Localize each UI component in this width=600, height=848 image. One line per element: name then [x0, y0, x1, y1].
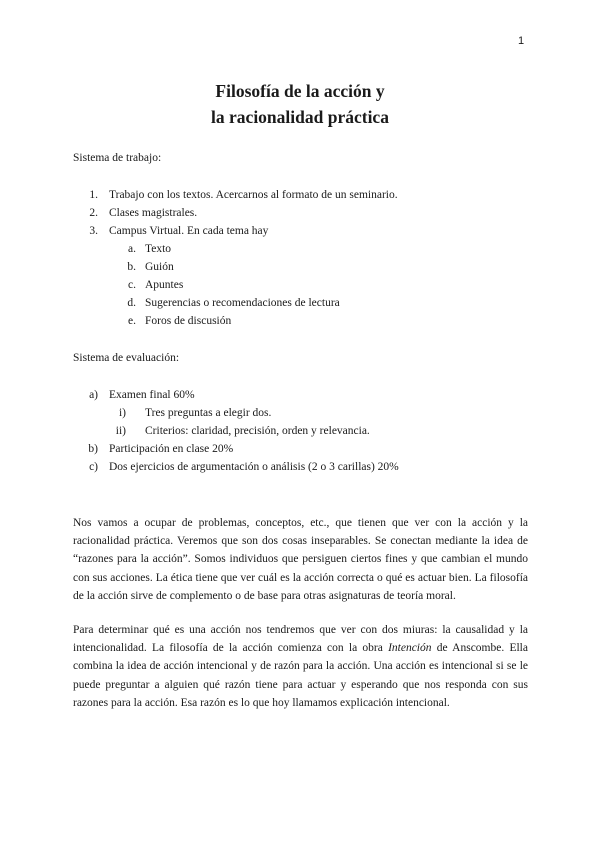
page-title	[0, 78, 600, 130]
list-text: Trabajo con los textos. Acercarnos al formato de un seminario.	[109, 189, 398, 201]
sublist-text: Apuntes	[145, 279, 184, 291]
page-number: 1	[518, 35, 525, 47]
paragraph-text-part: de Anscombe. Ella combina la idea de acción intencional y de razón para la acción. Una acción es intencional si se le puede preguntar a alguien qué razón tiene para actuar y esperando que nos responda con sus razones para la acción. Esa razón es lo que hoy llamamos explicación intencional.	[73, 642, 528, 709]
sublist-marker: d.	[127, 297, 136, 309]
sublist-text: Criterios: claridad, precisión, orden y relevancia.	[145, 425, 370, 437]
sublist-text: Guión	[145, 261, 174, 273]
paragraph-text: Nos vamos a ocupar de problemas, conceptos, etc., que tienen que ver con la acción y la racionalidad práctica. Veremos que son dos cosas inseparables. Se conectan mediante la idea de “razones para la acción”. Somos individuos que persiguen ciertos fines y que cambian el mundo con sus acciones. La ética tiene que ver cuál es la acción correcta o qué es actuar bien. La filosofía de la acción sirve de complemento o de base para otras asignaturas de teoría moral.	[73, 517, 528, 602]
sublist-marker: e.	[128, 315, 136, 327]
work-system-label: Sistema de trabajo:	[73, 152, 162, 164]
title-line-2: la racionalidad práctica	[211, 107, 389, 127]
list-text: Examen final 60%	[109, 389, 195, 401]
body-paragraph-1	[73, 514, 528, 605]
list-marker: c)	[89, 461, 98, 473]
paragraph-text-part: Para determinar qué es una acción nos tendremos que ver con dos miuras: la causalidad y la intencionalidad. La filosofía de la acción comienza con la obra	[73, 624, 528, 655]
list-text: Campus Virtual. En cada tema hay	[109, 225, 269, 237]
sublist-marker: c.	[128, 279, 136, 291]
list-marker: 3.	[89, 225, 98, 237]
sublist-marker: ii)	[115, 425, 126, 437]
list-marker: 2.	[89, 207, 98, 219]
sublist-marker: i)	[118, 407, 126, 419]
book-title-italic: Intención	[388, 642, 432, 655]
evaluation-system-label: Sistema de evaluación:	[73, 352, 180, 364]
sublist-text: Sugerencias o recomendaciones de lectura	[145, 297, 340, 309]
sublist-text: Texto	[145, 243, 172, 255]
list-text: Participación en clase 20%	[109, 443, 234, 455]
sublist-text: Foros de discusión	[145, 315, 232, 327]
sublist-marker: b.	[127, 261, 136, 273]
list-marker: b)	[88, 443, 98, 455]
list-marker: 1.	[89, 189, 98, 201]
list-text: Clases magistrales.	[109, 207, 198, 219]
sublist-marker: a.	[128, 243, 136, 255]
list-text: Dos ejercicios de argumentación o análisis (2 o 3 carillas) 20%	[109, 461, 399, 473]
body-paragraph-2	[73, 621, 528, 712]
title-line-1: Filosofía de la acción y	[215, 81, 385, 101]
list-marker: a)	[89, 389, 98, 401]
sublist-text: Tres preguntas a elegir dos.	[145, 407, 272, 419]
paragraph-text	[73, 621, 528, 712]
